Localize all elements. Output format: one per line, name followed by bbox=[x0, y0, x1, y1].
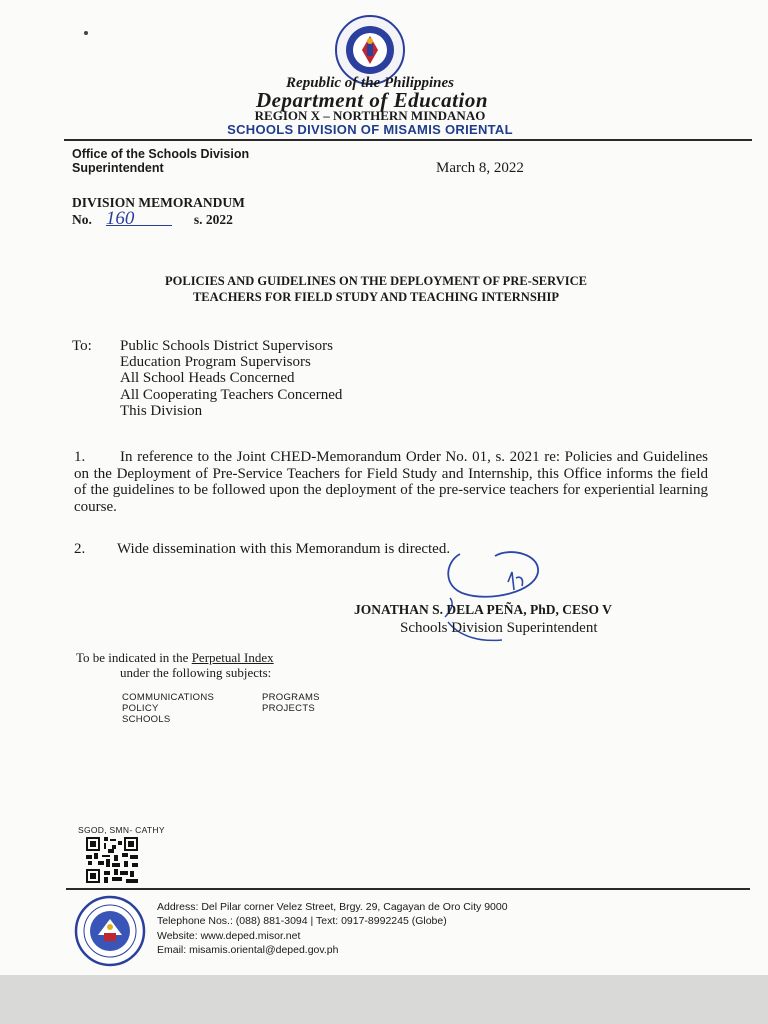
subject-line-2: TEACHERS FOR FIELD STUDY AND TEACHING INTERNSHIP bbox=[192, 290, 560, 304]
signatory-name: JONATHAN S. DELA PEÑA, PhD, CESO V bbox=[354, 602, 612, 617]
deped-division-seal-icon bbox=[74, 895, 146, 967]
paragraph-2-number: 2. bbox=[74, 541, 86, 557]
signatory-title: Schools Division Superintendent bbox=[400, 620, 598, 636]
division-label: SCHOOLS DIVISION OF MISAMIS ORIENTAL bbox=[227, 122, 513, 137]
scan-border bbox=[0, 975, 768, 1024]
memo-number-row bbox=[72, 208, 233, 229]
subjects-column-2 bbox=[262, 692, 320, 714]
paragraph-1-number: 1. bbox=[74, 449, 86, 465]
office-label bbox=[72, 147, 292, 175]
memo-subject bbox=[96, 273, 656, 305]
paragraph-2-text: Wide dissemination with this Memorandum is directed. bbox=[117, 541, 451, 557]
memo-date: March 8, 2022 bbox=[436, 160, 524, 176]
qr-code-icon bbox=[86, 837, 138, 883]
paragraph-1-text: In reference to the Joint CHED-Memorandum Order No. 01, s. 2021 re: Policies and Guidelines on the Deployment of Pre-Service Teachers for Field Study and Internship, this Office informs the field of the guidelines to be followed upon the deployment of the pre-service teachers for experiential learning course. bbox=[74, 449, 708, 515]
subject-line-1: POLICIES AND GUIDELINES ON THE DEPLOYMENT OF PRE-SERVICE bbox=[165, 274, 587, 288]
republic-label: Republic of the Philippines bbox=[286, 75, 454, 91]
recipient-item: Education Program Supervisors bbox=[120, 354, 311, 371]
footer-email: Email: misamis.oriental@deped.gov.ph bbox=[157, 944, 339, 957]
subject-item: SCHOOLS bbox=[122, 714, 171, 725]
paragraph-2 bbox=[74, 541, 450, 558]
memo-series: s. 2022 bbox=[193, 212, 233, 227]
footer-telephone: Telephone Nos.: (088) 881-3094 | Text: 0917-8992245 (Globe) bbox=[157, 915, 447, 928]
scan-speck bbox=[84, 31, 88, 35]
memo-title: DIVISION MEMORANDUM bbox=[72, 195, 245, 210]
region-label: REGION X – NORTHERN MINDANAO bbox=[254, 108, 486, 123]
recipient-list bbox=[120, 338, 342, 419]
paragraph-1 bbox=[74, 449, 708, 515]
department-name: Department of Education bbox=[255, 88, 488, 112]
header-divider bbox=[64, 139, 752, 141]
to-label: To: bbox=[72, 338, 92, 354]
recipient-item: Public Schools District Supervisors bbox=[120, 338, 333, 354]
memo-number: 160 bbox=[106, 212, 172, 226]
memo-no-label: No. bbox=[72, 212, 92, 227]
subject-item: COMMUNICATIONS bbox=[122, 692, 215, 703]
index-intro-prefix: To be indicated in the bbox=[76, 650, 192, 665]
reference-code: SGOD, SMN- CATHY bbox=[78, 825, 165, 835]
index-sub: under the following subjects: bbox=[120, 665, 272, 680]
footer-website: Website: www.deped.misor.net bbox=[157, 929, 301, 942]
footer-contact bbox=[157, 900, 508, 958]
perpetual-index-label: Perpetual Index bbox=[191, 650, 274, 665]
subject-item: PROJECTS bbox=[262, 703, 316, 714]
office-line-2: Superintendent bbox=[72, 161, 164, 175]
recipient-item: This Division bbox=[120, 402, 203, 419]
subject-item: PROGRAMS bbox=[262, 692, 320, 703]
index-intro bbox=[76, 651, 274, 665]
recipient-item: All School Heads Concerned bbox=[120, 370, 295, 387]
office-line-1: Office of the Schools Division bbox=[72, 147, 250, 161]
subjects-column-1 bbox=[122, 692, 214, 725]
subject-item: POLICY bbox=[122, 703, 159, 714]
footer-divider bbox=[66, 888, 750, 890]
footer-address: Address: Del Pilar corner Velez Street, Brgy. 29, Cagayan de Oro City 9000 bbox=[157, 901, 508, 913]
recipient-item: All Cooperating Teachers Concerned bbox=[120, 386, 343, 403]
